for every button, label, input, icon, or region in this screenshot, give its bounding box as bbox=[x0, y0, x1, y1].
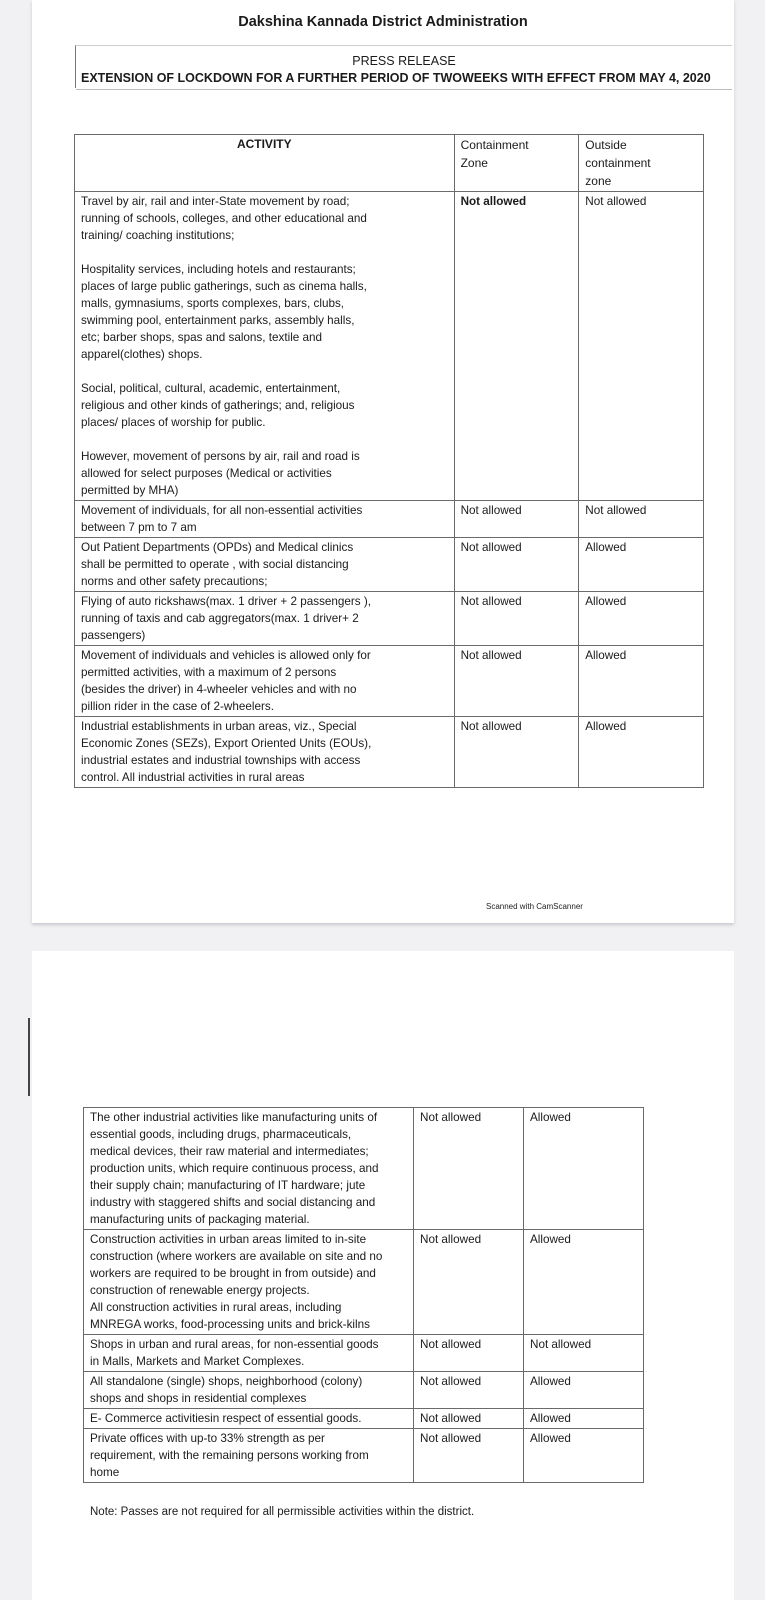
activity-table-2 bbox=[83, 1107, 644, 1483]
activity-cell bbox=[75, 192, 455, 501]
outside-status: Allowed bbox=[524, 1230, 644, 1335]
activity-cell: E- Commerce activitiesin respect of essential goods. bbox=[84, 1409, 414, 1429]
containment-status: Not allowed bbox=[454, 592, 579, 646]
activity-cell: Flying of auto rickshaws(max. 1 driver + 2 passengers ), running of taxis and cab aggregators(max. 1 driver+ 2 passengers) bbox=[75, 592, 455, 646]
activity-paragraph: Social, political, cultural, academic, entertainment, religious and other kinds of gatherings; and, religious places/ places of worship for public. bbox=[81, 382, 355, 429]
outside-status: Allowed bbox=[579, 646, 704, 717]
press-release-label: PRESS RELEASE bbox=[352, 54, 456, 68]
outside-status: Allowed bbox=[524, 1409, 644, 1429]
activity-cell: Movement of individuals, for all non-essential activities between 7 pm to 7 am bbox=[75, 501, 455, 538]
activity-cell: Construction activities in urban areas limited to in-site construction (where workers are available on site and no workers are required to be brought in from outside) and construction of renewable energy projects. All construction activities in rural areas, including MNREGA works, food-processing units and brick-kilns bbox=[84, 1230, 414, 1335]
camscanner-watermark: Scanned with CamScanner bbox=[486, 902, 583, 911]
activity-cell: Out Patient Departments (OPDs) and Medical clinics shall be permitted to operate , with social distancing norms and other safety precautions; bbox=[75, 538, 455, 592]
table-row bbox=[75, 592, 704, 646]
table-row bbox=[84, 1372, 644, 1409]
table-header-row bbox=[75, 135, 704, 192]
outside-status: Allowed bbox=[579, 592, 704, 646]
containment-status: Not allowed bbox=[414, 1108, 524, 1230]
table-row bbox=[75, 646, 704, 717]
outside-status: Allowed bbox=[579, 717, 704, 788]
page-edge-mark bbox=[28, 1018, 30, 1096]
containment-status: Not allowed bbox=[414, 1372, 524, 1409]
containment-status: Not allowed bbox=[414, 1429, 524, 1483]
containment-status: Not allowed bbox=[454, 192, 579, 501]
activity-paragraph: Hospitality services, including hotels and restaurants; places of large public gatherings, such as cinema halls, malls, gymnasiums, sports complexes, bars, clubs, swimming pool, entertainment parks, assembly halls, etc; barber shops, spas and salons, textile and apparel(clothes) shops. bbox=[81, 263, 367, 361]
activity-cell: Private offices with up-to 33% strength as per requirement, with the remaining persons working from home bbox=[84, 1429, 414, 1483]
outside-status: Allowed bbox=[524, 1108, 644, 1230]
containment-status: Not allowed bbox=[454, 717, 579, 788]
table-row bbox=[75, 538, 704, 592]
activity-cell: Industrial establishments in urban areas, viz., Special Economic Zones (SEZs), Export Oriented Units (EOUs), industrial estates and industrial townships with access control. All industrial activities in rural areas bbox=[75, 717, 455, 788]
containment-status: Not allowed bbox=[454, 646, 579, 717]
containment-status: Not allowed bbox=[414, 1230, 524, 1335]
activity-paragraph: Travel by air, rail and inter-State movement by road; running of schools, colleges, and other educational and training/ coaching institutions; bbox=[81, 195, 367, 242]
containment-status: Not allowed bbox=[454, 501, 579, 538]
headline-underline bbox=[76, 89, 732, 90]
table-row bbox=[84, 1108, 644, 1230]
table-row bbox=[75, 717, 704, 788]
activity-cell: All standalone (single) shops, neighborhood (colony) shops and shops in residential complexes bbox=[84, 1372, 414, 1409]
lockdown-headline: EXTENSION OF LOCKDOWN FOR A FURTHER PERIOD OF TWOWEEKS WITH EFFECT FROM MAY 4, 2020 bbox=[81, 71, 711, 85]
table-row bbox=[84, 1230, 644, 1335]
press-release-box bbox=[75, 45, 732, 88]
outside-status: Not allowed bbox=[579, 192, 704, 501]
activity-cell: The other industrial activities like manufacturing units of essential goods, including drugs, pharmaceuticals, medical devices, their raw material and intermediates; production units, which require continuous process, and their supply chain; manufacturing of IT hardware; jute industry with staggered shifts and social distancing and manufacturing units of packaging material. bbox=[84, 1108, 414, 1230]
document-page-1 bbox=[32, 0, 734, 923]
activity-cell: Shops in urban and rural areas, for non-essential goods in Malls, Markets and Market Complexes. bbox=[84, 1335, 414, 1372]
outside-status: Not allowed bbox=[579, 501, 704, 538]
containment-zone-header: Containment Zone bbox=[454, 135, 579, 192]
table-row bbox=[84, 1429, 644, 1483]
footnote: Note: Passes are not required for all permissible activities within the district. bbox=[90, 1506, 475, 1518]
activity-table-1 bbox=[74, 134, 704, 788]
table-row bbox=[75, 501, 704, 538]
outside-status: Allowed bbox=[579, 538, 704, 592]
table-row bbox=[84, 1409, 644, 1429]
outside-containment-header: Outside containment zone bbox=[579, 135, 704, 192]
outside-status: Allowed bbox=[524, 1429, 644, 1483]
outside-status: Allowed bbox=[524, 1372, 644, 1409]
activity-cell: Movement of individuals and vehicles is allowed only for permitted activities, with a maximum of 2 persons (besides the driver) in 4-wheeler vehicles and with no pillion rider in the case of 2-wheelers. bbox=[75, 646, 455, 717]
containment-status: Not allowed bbox=[414, 1335, 524, 1372]
table-row bbox=[75, 192, 704, 501]
outside-status: Not allowed bbox=[524, 1335, 644, 1372]
table-row bbox=[84, 1335, 644, 1372]
activity-header: ACTIVITY bbox=[75, 135, 455, 192]
containment-status: Not allowed bbox=[454, 538, 579, 592]
activity-paragraph: However, movement of persons by air, rail and road is allowed for select purposes (Medical or activities permitted by MHA) bbox=[81, 450, 360, 497]
containment-status: Not allowed bbox=[414, 1409, 524, 1429]
page-title: Dakshina Kannada District Administration bbox=[238, 14, 528, 30]
